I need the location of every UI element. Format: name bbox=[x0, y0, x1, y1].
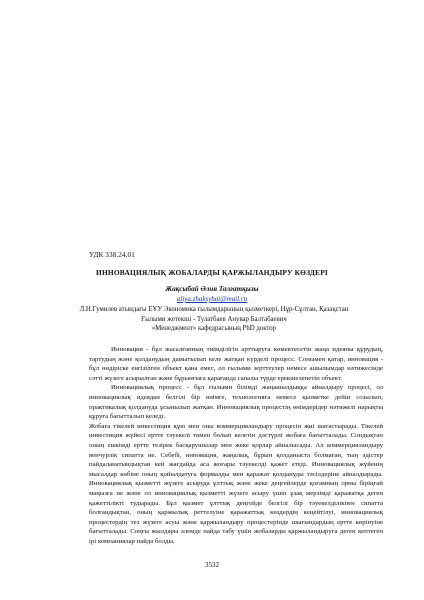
udk-code: УДК 338.24.01 bbox=[89, 251, 135, 259]
article-body bbox=[89, 345, 383, 546]
supervisor-line: Ғылыми жетекші - Тулатбаев Анувар Балтабаевич bbox=[141, 315, 287, 323]
affiliation-block bbox=[60, 305, 368, 334]
author-name: Жақсыбай Әлия Талғатқызы bbox=[165, 285, 259, 293]
paragraph: Инновациялық процесс - бұл ғылыми білімді жаңашылдыққа айналдыру процесі, ол инновациялық идеядан белгілі бір өнімге, технологияға немесе қызметке дейін созылып, практикалық қолдануда ұсынылып жатқан. Инновациялық процестің өнімдерідер нәтижелі нарықты құруға бағытталып келеді. bbox=[89, 384, 383, 421]
author-email-link[interactable]: aliya.zhaksybai@mail.ru bbox=[176, 295, 248, 303]
paragraph: Жобаға тікелей инвестиция құю мен оны коммерцияландыру процесін жиі шатастырады. Тікелей инвестиция жүйесі ертте тәуекелі төмен болып келетін дәстүрлі жобаға бағытталады. Сондықтан оның ешкімді ертте тезірек басқарушылар мен жеке қорлар айналысады. Ал коммерцияландыру венчурлік сипатта ие. Себебі, инновация, жаңалық, бұрын қолданыста болмаған, тың әдістер пайдаланатындықтан кей жағдайда аса жоғары тәуекелді қажет етеді. Инновациялық жүйенің мысалдар көбіне оның қойылдатуға формалды мен қаражат қолдануды тәсілдеріне айналдырады. Инновациялық қызметті жүзеге асыруда ұлттық және жеке деңгейлерде қоғамның орны біріңғай маңызға ие және ол инновациялық қызметті жүзеге асыру үшін ұзақ мерзімді қаражатқа деген қажеттілікті тудырады. Бұл қызмет ұлттық деңгейде белгілі бір тәуекелділікпен сипатта болғандықтан, оның қаржылық реттелуіне қаражаттық көздердің кеңейтілуі, инновациялық процестердің тез жүзеге асуы және қаржыландыру процестерінде шығындардың ертте көрінуіне бағытталады. Соңғы жылдары әлемде пайда табу үшін жобаларды қаржыландыруға деген кептеген ірі компаниялар пайда болды. bbox=[89, 422, 383, 545]
affiliation-line: Л.Н.Гумилев атындағы ЕҰУ Экономика ғылымдарының қызметкері, Нұр-Сұлтан, Қазақстан bbox=[79, 306, 349, 313]
department-line: «Менеджмент» кафедрасының PhD доктор bbox=[151, 325, 277, 333]
page-number: 3532 bbox=[205, 561, 219, 569]
article-title: ИННОВАЦИЯЛЫҚ ЖОБАЛАРДЫ ҚАРЖЫЛАНДЫРУ КӨЗДЕРІ bbox=[96, 268, 328, 277]
paragraph: Инновация - бұл жасалғанның тиімділігін арттыруға көмектесетін жаңа идеяны құрудың, тартудың және қолданудың дамытылып келе жатқан күрделі процесс. Сонымен қатар, инновация - бұл өндіріске енгізілген объект қана емес, ол ғылыми зерттеулер немесе ашылымдар нәтижесінде сәтті жүзеге асырылған және бұрынғыға қарағанда сапалы түрде ерекшеленетін объект. bbox=[89, 346, 383, 382]
